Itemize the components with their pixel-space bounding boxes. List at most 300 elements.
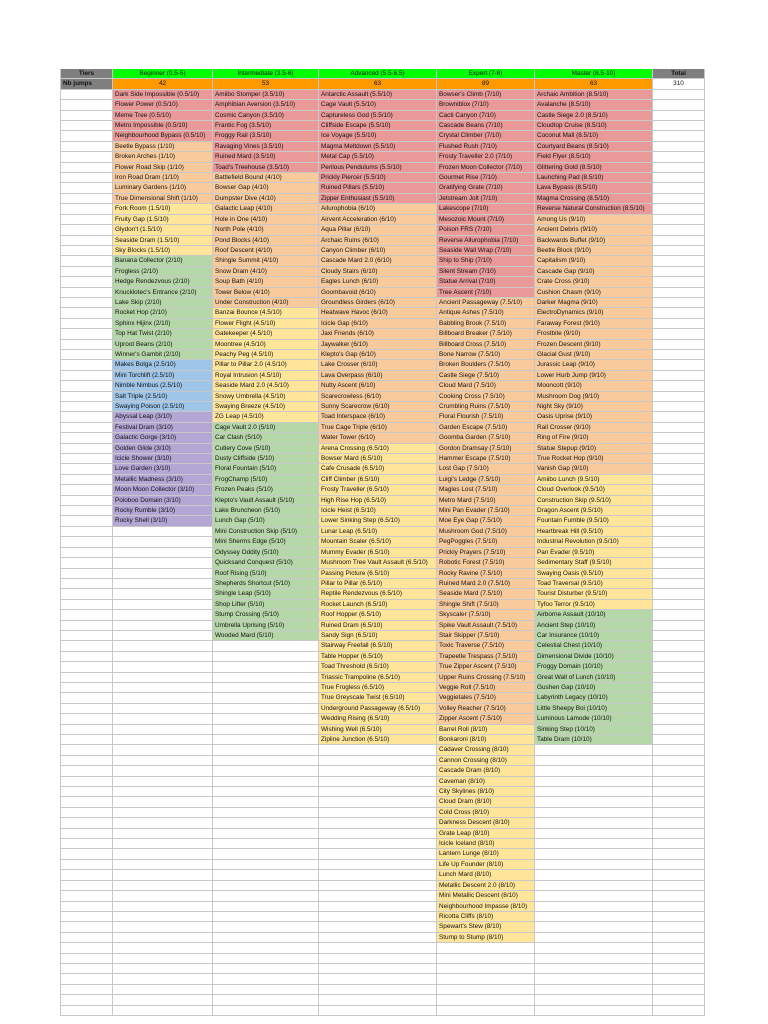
empty-cell[interactable]: [319, 912, 437, 922]
empty-cell[interactable]: [60, 537, 113, 547]
empty-cell[interactable]: [60, 225, 113, 235]
jump-cell[interactable]: Ring of Fire (9/10): [535, 433, 653, 443]
empty-cell[interactable]: [60, 891, 113, 901]
jump-cell[interactable]: Seaside Mard 2.0 (4.5/10): [213, 381, 319, 391]
empty-cell[interactable]: [653, 121, 705, 131]
empty-cell[interactable]: [213, 849, 319, 859]
jump-cell[interactable]: Seaside Mard (7.5/10): [437, 589, 535, 599]
empty-cell[interactable]: [60, 735, 113, 745]
jump-cell[interactable]: Amphibian Aversion (3.5/10): [213, 100, 319, 110]
jump-cell[interactable]: Ruined Mard 2.0 (7.5/10): [437, 579, 535, 589]
empty-cell[interactable]: [213, 714, 319, 724]
jump-cell[interactable]: Ancient Step (10/10): [535, 621, 653, 631]
empty-cell[interactable]: [653, 183, 705, 193]
jump-cell[interactable]: Luminous Lamode (10/10): [535, 714, 653, 724]
empty-cell[interactable]: [60, 527, 113, 537]
jump-cell[interactable]: Icicle Gap (6/10): [319, 319, 437, 329]
empty-cell[interactable]: [60, 1006, 113, 1016]
jump-cell[interactable]: Skyscaler (7.5/10): [437, 610, 535, 620]
empty-cell[interactable]: [535, 912, 653, 922]
empty-cell[interactable]: [653, 995, 705, 1005]
empty-cell[interactable]: [60, 870, 113, 880]
jump-cell[interactable]: Water Tower (6/10): [319, 433, 437, 443]
empty-cell[interactable]: [653, 870, 705, 880]
jump-cell[interactable]: Gratifying Grate (7/10): [437, 183, 535, 193]
jump-cell[interactable]: Lower Hurb Jump (9/10): [535, 371, 653, 381]
jump-cell[interactable]: Fork Room (1.5/10): [113, 204, 213, 214]
empty-cell[interactable]: [213, 808, 319, 818]
empty-cell[interactable]: [60, 464, 113, 474]
jump-cell[interactable]: Abyssal Leap (3/10): [113, 412, 213, 422]
empty-cell[interactable]: [60, 288, 113, 298]
jump-cell[interactable]: Labyrinth Legacy (10/10): [535, 693, 653, 703]
jump-cell[interactable]: Billboard Breaker (7.5/10): [437, 329, 535, 339]
total-value[interactable]: 310: [653, 79, 705, 89]
jump-cell[interactable]: Bowser Gap (4/10): [213, 183, 319, 193]
empty-cell[interactable]: [113, 974, 213, 984]
jump-cell[interactable]: Sky Blocks (1.5/10): [113, 246, 213, 256]
jump-cell[interactable]: Underground Passageway (6.5/10): [319, 704, 437, 714]
empty-cell[interactable]: [653, 360, 705, 370]
jump-cell[interactable]: Mini Pan Evader (7.5/10): [437, 506, 535, 516]
empty-cell[interactable]: [319, 787, 437, 797]
empty-cell[interactable]: [653, 631, 705, 641]
jump-cell[interactable]: Roof Hopper (6.5/10): [319, 610, 437, 620]
empty-cell[interactable]: [653, 943, 705, 953]
empty-cell[interactable]: [113, 527, 213, 537]
jump-cell[interactable]: Ancient Debris (9/10): [535, 225, 653, 235]
jump-cell[interactable]: Barrel Roll (8/10): [437, 725, 535, 735]
empty-cell[interactable]: [60, 506, 113, 516]
empty-cell[interactable]: [113, 610, 213, 620]
jump-cell[interactable]: Jaxi Friends (6/10): [319, 329, 437, 339]
jump-cell[interactable]: Frosty Traveller (6.5/10): [319, 485, 437, 495]
empty-cell[interactable]: [653, 506, 705, 516]
jump-cell[interactable]: Crumbling Ruins (7.5/10): [437, 402, 535, 412]
jump-cell[interactable]: Beetle Block (9/10): [535, 246, 653, 256]
empty-cell[interactable]: [653, 922, 705, 932]
jump-cell[interactable]: Stump to Stump (8/10): [437, 933, 535, 943]
empty-cell[interactable]: [653, 485, 705, 495]
jump-cell[interactable]: Nimble Nimbus (2.5/10): [113, 381, 213, 391]
empty-cell[interactable]: [535, 881, 653, 891]
jump-cell[interactable]: Tyfoo Terror (9.5/10): [535, 600, 653, 610]
jump-cell[interactable]: Vanish Gap (9/10): [535, 464, 653, 474]
jump-cell[interactable]: Dark Side Impossible (0.5/10): [113, 90, 213, 100]
empty-cell[interactable]: [60, 131, 113, 141]
empty-cell[interactable]: [60, 454, 113, 464]
empty-cell[interactable]: [213, 777, 319, 787]
empty-cell[interactable]: [213, 922, 319, 932]
empty-cell[interactable]: [653, 100, 705, 110]
jump-cell[interactable]: Table Hopper (6.5/10): [319, 652, 437, 662]
empty-cell[interactable]: [535, 933, 653, 943]
empty-cell[interactable]: [213, 933, 319, 943]
empty-cell[interactable]: [319, 974, 437, 984]
empty-cell[interactable]: [653, 464, 705, 474]
empty-cell[interactable]: [535, 756, 653, 766]
empty-cell[interactable]: [60, 808, 113, 818]
empty-cell[interactable]: [113, 766, 213, 776]
jump-cell[interactable]: Snow Dram (4/10): [213, 267, 319, 277]
jump-cell[interactable]: Mini Sherms Edge (5/10): [213, 537, 319, 547]
empty-cell[interactable]: [60, 610, 113, 620]
jump-cell[interactable]: Cadaver Crossing (8/10): [437, 745, 535, 755]
empty-cell[interactable]: [213, 1006, 319, 1016]
jump-cell[interactable]: Metallic Descent 2.0 (8/10): [437, 881, 535, 891]
count-advanced[interactable]: 63: [319, 79, 437, 89]
empty-cell[interactable]: [113, 641, 213, 651]
empty-cell[interactable]: [213, 839, 319, 849]
jump-cell[interactable]: ElectroDynamics (9/10): [535, 308, 653, 318]
jump-cell[interactable]: Bonkaroni (8/10): [437, 735, 535, 745]
empty-cell[interactable]: [535, 808, 653, 818]
empty-cell[interactable]: [60, 985, 113, 995]
jump-cell[interactable]: Mountain Scaler (6.5/10): [319, 537, 437, 547]
jump-cell[interactable]: Oasis Uprise (9/10): [535, 412, 653, 422]
jump-cell[interactable]: Mooncott (9/10): [535, 381, 653, 391]
empty-cell[interactable]: [213, 943, 319, 953]
jump-cell[interactable]: Life Up Founder (8/10): [437, 860, 535, 870]
empty-cell[interactable]: [60, 412, 113, 422]
empty-cell[interactable]: [213, 829, 319, 839]
empty-cell[interactable]: [60, 725, 113, 735]
empty-cell[interactable]: [653, 714, 705, 724]
empty-cell[interactable]: [113, 922, 213, 932]
jump-cell[interactable]: Eagles Lunch (6/10): [319, 277, 437, 287]
empty-cell[interactable]: [653, 516, 705, 526]
jump-cell[interactable]: Sphinx Hijinx (2/10): [113, 319, 213, 329]
empty-cell[interactable]: [319, 933, 437, 943]
empty-cell[interactable]: [437, 974, 535, 984]
empty-cell[interactable]: [60, 277, 113, 287]
empty-cell[interactable]: [213, 912, 319, 922]
empty-cell[interactable]: [113, 912, 213, 922]
jump-cell[interactable]: Ailurophobia (6/10): [319, 204, 437, 214]
empty-cell[interactable]: [60, 745, 113, 755]
empty-cell[interactable]: [60, 860, 113, 870]
jump-cell[interactable]: Moe Eye Gap (7.5/10): [437, 516, 535, 526]
jump-cell[interactable]: Snowy Umbrella (4.5/10): [213, 392, 319, 402]
jump-cell[interactable]: Heatwave Havoc (6/10): [319, 308, 437, 318]
empty-cell[interactable]: [319, 797, 437, 807]
count-intermediate[interactable]: 53: [213, 79, 319, 89]
empty-cell[interactable]: [60, 548, 113, 558]
jump-cell[interactable]: Triassic Trampoline (6.5/10): [319, 673, 437, 683]
jump-cell[interactable]: Shingle Leap (5/10): [213, 589, 319, 599]
empty-cell[interactable]: [113, 558, 213, 568]
empty-cell[interactable]: [653, 891, 705, 901]
jump-cell[interactable]: Goomba Garden (7.5/10): [437, 433, 535, 443]
empty-cell[interactable]: [653, 381, 705, 391]
empty-cell[interactable]: [113, 808, 213, 818]
jump-cell[interactable]: Winner's Gambit (2/10): [113, 350, 213, 360]
jump-cell[interactable]: Iron Road Dram (1/10): [113, 173, 213, 183]
empty-cell[interactable]: [653, 454, 705, 464]
empty-cell[interactable]: [60, 496, 113, 506]
empty-cell[interactable]: [319, 745, 437, 755]
jump-cell[interactable]: Cliff Climber (6.5/10): [319, 475, 437, 485]
empty-cell[interactable]: [653, 881, 705, 891]
empty-cell[interactable]: [60, 714, 113, 724]
empty-cell[interactable]: [60, 558, 113, 568]
jump-cell[interactable]: Zipper Ascent (7.5/10): [437, 714, 535, 724]
jump-cell[interactable]: Lost Gap (7.5/10): [437, 464, 535, 474]
jump-cell[interactable]: Launching Pad (8.5/10): [535, 173, 653, 183]
empty-cell[interactable]: [60, 943, 113, 953]
jump-cell[interactable]: Jurassic Leap (9/10): [535, 360, 653, 370]
empty-cell[interactable]: [60, 902, 113, 912]
jump-cell[interactable]: Festival Dram (3/10): [113, 423, 213, 433]
jump-cell[interactable]: True Greyscale Twist (6.5/10): [319, 693, 437, 703]
jump-cell[interactable]: Bone Narrow (7.5/10): [437, 350, 535, 360]
empty-cell[interactable]: [319, 881, 437, 891]
empty-cell[interactable]: [653, 902, 705, 912]
empty-cell[interactable]: [319, 995, 437, 1005]
empty-cell[interactable]: [113, 777, 213, 787]
empty-cell[interactable]: [437, 985, 535, 995]
count-master[interactable]: 63: [535, 79, 653, 89]
jump-cell[interactable]: Luigi's Ledge (7.5/10): [437, 475, 535, 485]
empty-cell[interactable]: [60, 256, 113, 266]
jump-cell[interactable]: Jaywalker (6/10): [319, 340, 437, 350]
jump-cell[interactable]: Magma Meltdown (5.5/10): [319, 142, 437, 152]
jump-cell[interactable]: Silent Stream (7/10): [437, 267, 535, 277]
empty-cell[interactable]: [60, 662, 113, 672]
jump-cell[interactable]: Prickly Prayers (7.5/10): [437, 548, 535, 558]
tier-intermediate[interactable]: Intermediate (3.5-6): [213, 69, 319, 79]
jump-cell[interactable]: Ruined Pillars (5.5/10): [319, 183, 437, 193]
jump-cell[interactable]: Faraway Forest (9/10): [535, 319, 653, 329]
empty-cell[interactable]: [535, 849, 653, 859]
empty-cell[interactable]: [653, 537, 705, 547]
jump-cell[interactable]: Darker Magma (9/10): [535, 298, 653, 308]
empty-cell[interactable]: [535, 964, 653, 974]
jump-cell[interactable]: Avalanche (8.5/10): [535, 100, 653, 110]
jump-cell[interactable]: Sinking Step (10/10): [535, 725, 653, 735]
empty-cell[interactable]: [113, 881, 213, 891]
empty-cell[interactable]: [113, 1006, 213, 1016]
jump-cell[interactable]: Golden Glide (3/10): [113, 444, 213, 454]
empty-cell[interactable]: [60, 444, 113, 454]
jump-cell[interactable]: True Cage Triple (6/10): [319, 423, 437, 433]
jump-cell[interactable]: Cooking Cross (7.5/10): [437, 392, 535, 402]
empty-cell[interactable]: [653, 756, 705, 766]
jump-cell[interactable]: Aqua Pillar (6/10): [319, 225, 437, 235]
jump-cell[interactable]: Mesozoic Mount (7/10): [437, 215, 535, 225]
empty-cell[interactable]: [213, 756, 319, 766]
empty-cell[interactable]: [213, 662, 319, 672]
empty-cell[interactable]: [653, 194, 705, 204]
jump-cell[interactable]: Seaside Dram (1.5/10): [113, 236, 213, 246]
empty-cell[interactable]: [653, 974, 705, 984]
jump-cell[interactable]: Knucklotec's Entrance (2/10): [113, 288, 213, 298]
jump-cell[interactable]: Billboard Cross (7.5/10): [437, 340, 535, 350]
jump-cell[interactable]: Sedimentary Staff (9.5/10): [535, 558, 653, 568]
jump-cell[interactable]: Mini Metallic Descent (8/10): [437, 891, 535, 901]
jump-cell[interactable]: Banzai Bounce (4.5/10): [213, 308, 319, 318]
jump-cell[interactable]: Glittering Gold (8.5/10): [535, 163, 653, 173]
empty-cell[interactable]: [653, 340, 705, 350]
jump-cell[interactable]: Zipper Enthusiast (5.5/10): [319, 194, 437, 204]
jump-cell[interactable]: Swaying Breeze (4.5/10): [213, 402, 319, 412]
empty-cell[interactable]: [535, 922, 653, 932]
empty-cell[interactable]: [437, 995, 535, 1005]
empty-cell[interactable]: [60, 183, 113, 193]
empty-cell[interactable]: [60, 839, 113, 849]
empty-cell[interactable]: [653, 246, 705, 256]
empty-cell[interactable]: [60, 204, 113, 214]
empty-cell[interactable]: [653, 912, 705, 922]
empty-cell[interactable]: [113, 995, 213, 1005]
jump-cell[interactable]: Antique Ashes (7.5/10): [437, 308, 535, 318]
jump-cell[interactable]: Banana Collector (2/10): [113, 256, 213, 266]
empty-cell[interactable]: [113, 870, 213, 880]
empty-cell[interactable]: [653, 558, 705, 568]
jump-cell[interactable]: Broken Arches (1/10): [113, 152, 213, 162]
empty-cell[interactable]: [213, 725, 319, 735]
jump-cell[interactable]: Icicle Iceland (8/10): [437, 839, 535, 849]
empty-cell[interactable]: [535, 860, 653, 870]
empty-cell[interactable]: [653, 735, 705, 745]
jump-cell[interactable]: Ship to Ship (7/10): [437, 256, 535, 266]
jump-cell[interactable]: Frantic Fog (3.5/10): [213, 121, 319, 131]
jump-cell[interactable]: Flower Road Skip (1/10): [113, 163, 213, 173]
jump-cell[interactable]: Flower Flight (4.5/10): [213, 319, 319, 329]
empty-cell[interactable]: [653, 579, 705, 589]
empty-cell[interactable]: [319, 985, 437, 995]
empty-cell[interactable]: [60, 111, 113, 121]
jump-cell[interactable]: Toad Interspace (6/10): [319, 412, 437, 422]
empty-cell[interactable]: [60, 589, 113, 599]
jump-cell[interactable]: Rocket Launch (6.5/10): [319, 600, 437, 610]
empty-cell[interactable]: [113, 725, 213, 735]
empty-cell[interactable]: [113, 860, 213, 870]
empty-cell[interactable]: [113, 735, 213, 745]
jump-cell[interactable]: Courtyard Beans (8.5/10): [535, 142, 653, 152]
empty-cell[interactable]: [60, 360, 113, 370]
empty-cell[interactable]: [535, 818, 653, 828]
empty-cell[interactable]: [653, 787, 705, 797]
jump-cell[interactable]: Mushroom God (7.5/10): [437, 527, 535, 537]
empty-cell[interactable]: [213, 797, 319, 807]
empty-cell[interactable]: [319, 829, 437, 839]
empty-cell[interactable]: [113, 673, 213, 683]
jump-cell[interactable]: Frozen Descent (9/10): [535, 340, 653, 350]
tiers-label[interactable]: Tiers: [60, 69, 113, 79]
empty-cell[interactable]: [653, 1006, 705, 1016]
empty-cell[interactable]: [319, 891, 437, 901]
empty-cell[interactable]: [60, 579, 113, 589]
jump-cell[interactable]: Backwards Buffet (9/10): [535, 236, 653, 246]
jump-cell[interactable]: Cascade Gap (9/10): [535, 267, 653, 277]
jump-cell[interactable]: Mummy Evader (6.5/10): [319, 548, 437, 558]
jump-cell[interactable]: Fountain Fumble (9.5/10): [535, 516, 653, 526]
jump-cell[interactable]: Salt Triple (2.5/10): [113, 392, 213, 402]
jump-cell[interactable]: True Dimensional Shift (1/10): [113, 194, 213, 204]
empty-cell[interactable]: [653, 860, 705, 870]
jump-cell[interactable]: Klepto's Vault Assault (5/10): [213, 496, 319, 506]
jump-cell[interactable]: Reptile Rendezvous (6.5/10): [319, 589, 437, 599]
jump-cell[interactable]: Soup Bath (4/10): [213, 277, 319, 287]
empty-cell[interactable]: [319, 849, 437, 859]
jump-cell[interactable]: Wedding Rising (6.5/10): [319, 714, 437, 724]
jump-cell[interactable]: Archaic Ruins (6/10): [319, 236, 437, 246]
jump-cell[interactable]: Moontree (4.5/10): [213, 340, 319, 350]
jump-cell[interactable]: Dusty Cliffside (5/10): [213, 454, 319, 464]
empty-cell[interactable]: [653, 704, 705, 714]
jump-cell[interactable]: Night Sky (9/10): [535, 402, 653, 412]
jump-cell[interactable]: Odyssey Oddity (5/10): [213, 548, 319, 558]
jump-cell[interactable]: Poison FRS (7/10): [437, 225, 535, 235]
jump-cell[interactable]: Galactic Leap (4/10): [213, 204, 319, 214]
empty-cell[interactable]: [60, 954, 113, 964]
empty-cell[interactable]: [60, 100, 113, 110]
jump-cell[interactable]: Magles Lost (7.5/10): [437, 485, 535, 495]
empty-cell[interactable]: [113, 662, 213, 672]
empty-cell[interactable]: [319, 808, 437, 818]
empty-cell[interactable]: [653, 215, 705, 225]
empty-cell[interactable]: [653, 652, 705, 662]
jump-cell[interactable]: Lava Bypass (8.5/10): [535, 183, 653, 193]
empty-cell[interactable]: [535, 787, 653, 797]
jump-cell[interactable]: Floral Flourish (7.5/10): [437, 412, 535, 422]
empty-cell[interactable]: [319, 943, 437, 953]
jump-cell[interactable]: Spewart's Stew (8/10): [437, 922, 535, 932]
empty-cell[interactable]: [60, 433, 113, 443]
jump-cell[interactable]: Captureless God (5.5/10): [319, 111, 437, 121]
empty-cell[interactable]: [653, 433, 705, 443]
jump-cell[interactable]: Sandy Sign (6.5/10): [319, 631, 437, 641]
empty-cell[interactable]: [653, 548, 705, 558]
empty-cell[interactable]: [653, 319, 705, 329]
empty-cell[interactable]: [60, 194, 113, 204]
empty-cell[interactable]: [60, 215, 113, 225]
empty-cell[interactable]: [437, 943, 535, 953]
jump-cell[interactable]: Shop Lifter (5/10): [213, 600, 319, 610]
empty-cell[interactable]: [60, 641, 113, 651]
jump-cell[interactable]: Lava Overpass (6/10): [319, 371, 437, 381]
empty-cell[interactable]: [213, 995, 319, 1005]
jump-cell[interactable]: Volley Reacher (7.5/10): [437, 704, 535, 714]
empty-cell[interactable]: [653, 412, 705, 422]
jump-cell[interactable]: Tree Ascent (7/10): [437, 288, 535, 298]
jump-cell[interactable]: Grate Leap (8/10): [437, 829, 535, 839]
empty-cell[interactable]: [60, 121, 113, 131]
jump-cell[interactable]: Hole in One (4/10): [213, 215, 319, 225]
jump-cell[interactable]: PegPoggles (7.5/10): [437, 537, 535, 547]
jump-cell[interactable]: Seaside Wall Wrap (7/10): [437, 246, 535, 256]
jump-cell[interactable]: Darkness Descent (8/10): [437, 818, 535, 828]
empty-cell[interactable]: [535, 891, 653, 901]
jump-cell[interactable]: High Rise Hop (6.5/10): [319, 496, 437, 506]
empty-cell[interactable]: [653, 308, 705, 318]
empty-cell[interactable]: [60, 922, 113, 932]
jump-cell[interactable]: Zipline Junction (6.5/10): [319, 735, 437, 745]
jump-cell[interactable]: Ruined Dram (6.5/10): [319, 621, 437, 631]
jump-cell[interactable]: Shingle Shift (7.5/10): [437, 600, 535, 610]
jump-cell[interactable]: Flushed Rush (7/10): [437, 142, 535, 152]
jump-cell[interactable]: Little Sheepy Boi (10/10): [535, 704, 653, 714]
empty-cell[interactable]: [60, 475, 113, 485]
total-label[interactable]: Total: [653, 69, 705, 79]
empty-cell[interactable]: [653, 444, 705, 454]
empty-cell[interactable]: [113, 818, 213, 828]
jump-cell[interactable]: Bowser's Climb (7/10): [437, 90, 535, 100]
jump-cell[interactable]: Beetle Bypass (1/10): [113, 142, 213, 152]
empty-cell[interactable]: [213, 683, 319, 693]
empty-cell[interactable]: [60, 933, 113, 943]
